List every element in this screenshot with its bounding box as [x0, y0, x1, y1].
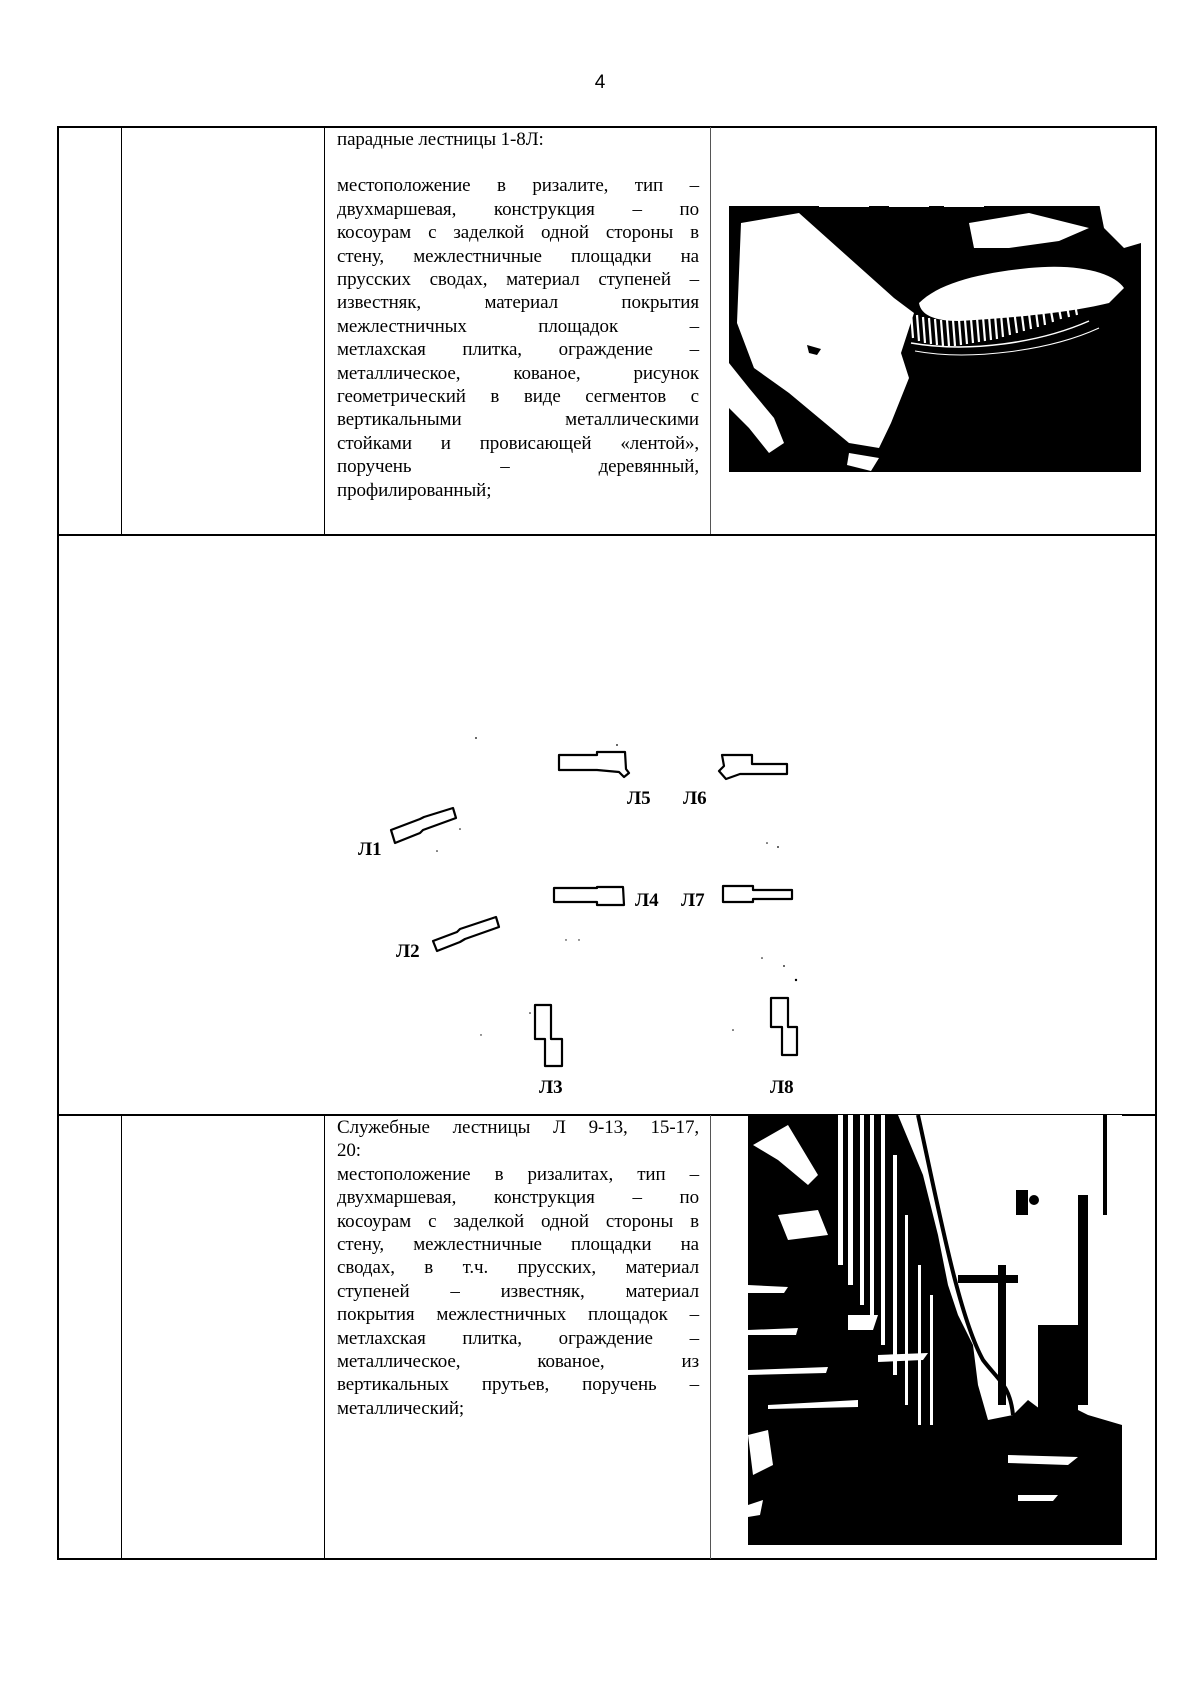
service-staircase-photo [748, 1115, 1122, 1545]
location-plan-drawing [340, 730, 820, 1110]
row3-line: двухмаршевая, конструкция – по [337, 1187, 699, 1209]
row3-line: вертикальных прутьев, поручень – [337, 1374, 699, 1396]
row3-heading-line: Служебные лестницы Л 9-13, 15-17, [337, 1117, 699, 1138]
row1-line: стену, межлестничные площадки на [337, 245, 699, 267]
row1-line: вертикальными металлическими [337, 409, 699, 431]
staircase-photo-image [729, 203, 1141, 472]
label-l2: Л2 [396, 941, 420, 962]
row1-line: косоурам с заделкой одной стороны в [337, 222, 699, 244]
row3-line: косоурам с заделкой одной стороны в [337, 1210, 699, 1232]
row3-line: ступеней – известняк, материал [337, 1280, 699, 1302]
label-l5: Л5 [627, 788, 651, 809]
row3-line: метлахская плитка, ограждение – [337, 1327, 699, 1349]
staircase-l5-outline [559, 752, 629, 777]
main-staircase-photo [729, 203, 1141, 472]
row1-line: двухмаршевая, конструкция – по [337, 198, 699, 220]
row3-text-cell [337, 1116, 699, 1420]
row-divider-1 [57, 534, 1157, 536]
label-l1: Л1 [358, 839, 382, 860]
service-staircase-image [748, 1115, 1122, 1545]
row3-heading-line: 20: [337, 1140, 361, 1162]
label-l3: Л3 [539, 1077, 563, 1098]
staircase-l2-outline [433, 917, 499, 951]
column-divider [710, 127, 711, 534]
row1-line: известняк, материал покрытия [337, 292, 699, 314]
row1-line: геометрический в виде сегментов с [337, 386, 699, 408]
staircase-l3-outline [535, 1005, 562, 1066]
row1-line: профилированный; [337, 479, 492, 501]
row3-line: металлическое, кованое, из [337, 1351, 699, 1373]
row3-line: металлический; [337, 1397, 465, 1419]
staircase-l4-outline [554, 887, 624, 905]
label-l4: Л4 [635, 890, 659, 911]
row1-line: поручень – деревянный, [337, 456, 699, 478]
staircase-l6-outline [719, 755, 787, 779]
row3-line: стену, межлестничные площадки на [337, 1234, 699, 1256]
staircase-l1-outline [391, 808, 456, 843]
column-divider [121, 127, 122, 534]
label-l6: Л6 [683, 788, 707, 809]
staircase-l8-outline [771, 998, 797, 1055]
label-l8: Л8 [770, 1077, 794, 1098]
label-l7: Л7 [681, 890, 705, 911]
page-number: 4 [594, 72, 606, 93]
row1-line: стойками и провисающей «лентой», [337, 432, 699, 454]
row1-heading: парадные лестницы 1-8Л: [337, 129, 544, 150]
row1-line: прусских сводах, материал ступеней – [337, 269, 699, 291]
row3-line: местоположение в ризалитах, тип – [337, 1163, 699, 1185]
row1-text-cell [337, 128, 699, 502]
row1-line: металлическое, кованое, рисунок [337, 362, 699, 384]
column-divider [710, 1115, 711, 1559]
row1-line: метлахская плитка, ограждение – [337, 339, 699, 361]
staircase-location-plan [340, 730, 820, 1110]
column-divider [324, 127, 325, 534]
row3-line: покрытия межлестничных площадок – [337, 1304, 699, 1326]
column-divider [121, 1115, 122, 1559]
row1-line: межлестничных площадок – [337, 315, 699, 337]
column-divider [324, 1115, 325, 1559]
staircase-l7-outline [723, 886, 792, 902]
row1-line: местоположение в ризалите, тип – [337, 175, 699, 197]
row3-line: сводах, в т.ч. прусских, материал [337, 1257, 699, 1279]
